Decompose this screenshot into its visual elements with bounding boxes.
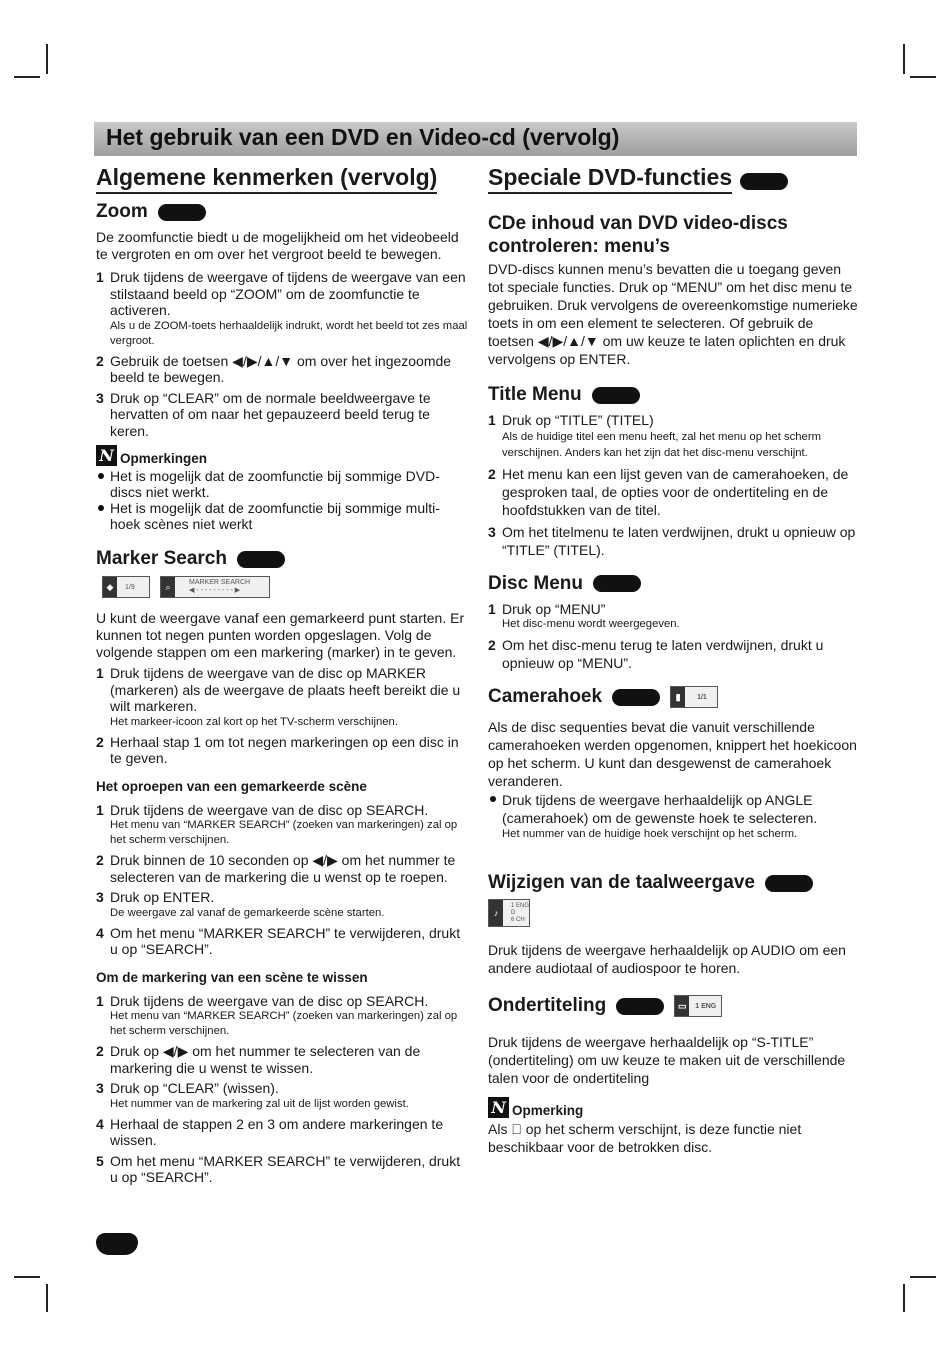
angle-osd: ▮ 1/1 — [670, 686, 718, 708]
language-text: Druk tijdens de weergave herhaaldelijk op AUDIO om een andere audiotaal of audiospoor te horen. — [488, 942, 846, 976]
list-item: 1 Druk tijdens de weergave van de disc op SEARCH. Het menu van “MARKER SEARCH” (zoeken van markeringen) zal op het scherm verschijnen. — [96, 992, 458, 1037]
zoom-steps — [96, 269, 468, 439]
list-item: 1 Druk op “TITLE” (TITEL) Als de huidige titel een menu heeft, zal het menu op het scherm verschijnen. Anders kan het zijn dat het disc-menu verschijnt. — [488, 412, 822, 459]
list-item: 1 Druk tijdens de weergave van de disc op MARKER (markeren) als de weergave de plaats heeft bereikt die u wilt markeren. Het markeer-icoon zal kort op het TV-scherm verschijnen. — [96, 665, 461, 728]
list-item: Het is mogelijk dat de zoomfunctie bij sommige DVD-discs niet werkt. — [96, 468, 468, 500]
crop-mark — [910, 1276, 936, 1278]
title-menu-heading: Title Menu — [488, 384, 860, 406]
list-item: 1 Druk op “MENU” Het disc-menu wordt weergegeven. — [488, 600, 680, 630]
dvd-badge-icon — [765, 875, 813, 892]
search-icon: ⌕ — [161, 577, 175, 597]
note-icon: N — [96, 445, 117, 466]
crop-mark — [910, 76, 936, 78]
marker-icon: ◆ — [103, 577, 117, 597]
list-item: 4 Om het menu “MARKER SEARCH” te verwijderen, drukt u op “SEARCH”. — [96, 924, 461, 957]
menus-heading: CDe inhoud van DVD video-discs controleren: menu’s — [488, 213, 788, 257]
dvd-badge-icon — [593, 575, 641, 592]
camera-bullets — [488, 791, 860, 842]
disc-menu-steps — [488, 601, 860, 673]
list-item: 5 Om het menu “MARKER SEARCH” te verwijderen, drukt u op “SEARCH”. — [96, 1152, 461, 1185]
page-number-tab — [96, 1233, 138, 1255]
right-column — [488, 164, 860, 1156]
list-item: Het is mogelijk dat de zoomfunctie bij sommige multi-hoek scènes niet werkt — [96, 500, 468, 532]
subtitle-note: Als op het scherm verschijnt, is deze functie niet beschikbaar voor de betrokken disc. — [488, 1121, 802, 1155]
marker-heading-text: Marker Search — [96, 548, 227, 569]
list-item: 2 Om het disc-menu terug te laten verdwijnen, drukt u opnieuw op “MENU”. — [488, 637, 824, 671]
subtitle-note-heading: N Opmerking — [488, 1097, 860, 1118]
list-item: Druk tijdens de weergave herhaaldelijk op ANGLE (camerahoek) om de gewenste hoek te selecteren. Het nummer van de huidige hoek verschijnt op het scherm. — [488, 791, 860, 842]
dvd-badge-icon — [237, 551, 285, 568]
marker-count-osd: ◆ 1/9 — [102, 576, 150, 598]
section-title-special: Speciale DVD-functies — [488, 164, 732, 194]
marker-search-osd: ⌕ MARKER SEARCH ◀ - - - - - - - - - ▶ — [160, 576, 270, 598]
dvd-badge-icon — [158, 204, 206, 221]
subtitle-text: Druk tijdens de weergave herhaaldelijk op “S-TITLE” (ondertiteling) om uw keuze te maken uit de verschillende talen voor de ondertiteling — [488, 1034, 846, 1086]
section-title-special-row — [488, 164, 860, 194]
marker-dashes-icon: ◀ - - - - - - - - - ▶ — [189, 587, 241, 594]
notes-heading: N Opmerkingen — [96, 445, 468, 466]
dvd-badge-icon — [740, 173, 788, 190]
subtitle-icon: ▭ — [675, 996, 689, 1016]
camera-intro: Als de disc sequenties bevat die vanuit verschillende camerahoeken werden opgenomen, knippert het hoekicoon op het scherm. U kunt dan desgewenst de camerahoek veranderen. — [488, 719, 857, 789]
left-column — [96, 164, 468, 1190]
recall-steps — [96, 802, 468, 958]
marker-intro: U kunt de weergave vanaf een gemarkeerd punt starten. Er kunnen tot negen punten worden opgeslagen. Volg de volgende stappen om een markering (marker) in te geven. — [96, 610, 465, 660]
list-item: 2 Het menu kan een lijst geven van de camerahoeken, de gesproken taal, de opties voor de ondertiteling en de hoofdstukken van de titel. — [488, 465, 849, 518]
marker-steps — [96, 665, 468, 767]
crop-mark — [903, 1284, 905, 1312]
list-item: 3 Om het titelmenu te laten verdwijnen, drukt u opnieuw op “TITLE” (TITEL). — [488, 523, 856, 558]
subtitle-osd: ▭ 1 ENG — [674, 995, 722, 1017]
camera-icon: ▮ — [671, 687, 685, 707]
list-item: 2 Druk op ◀/▶ om het nummer te selecteren van de markering die u wenst te wissen. — [96, 1043, 421, 1076]
marker-heading — [96, 548, 468, 570]
zoom-heading-text: Zoom — [96, 201, 148, 222]
list-item: 2 Druk binnen de 10 seconden op ◀/▶ om het nummer te selecteren van de markering die u wenst op te roepen. — [96, 852, 456, 885]
list-item: 3 Druk op “CLEAR” (wissen). Het nummer van de markering zal uit de lijst worden gewist. — [96, 1080, 409, 1110]
speaker-icon: ♪ — [489, 900, 503, 926]
menus-intro: DVD-discs kunnen menu’s bevatten die u toegang geven tot speciale functies. Druk op “MENU” om het disc menu te gebruiken. Druk vervolgens de overeenkomstige numerieke toets in om een element te selecteren. Of gebruik de toetsen ◀/▶/▲/▼ om uw keuze te laten oplichten en druk vervolgens op ENTER. — [488, 261, 858, 367]
list-item: 2 Gebruik de toetsen ◀/▶/▲/▼ om over het ingezoomde beeld te bewegen. — [96, 352, 452, 385]
erase-steps — [96, 993, 468, 1186]
list-item: 4 Herhaal de stappen 2 en 3 om andere markeringen te wissen. — [96, 1115, 444, 1148]
audio-osd: ♪ 1 ENG D 6 CH — [488, 899, 530, 927]
header-banner — [94, 122, 857, 156]
title-menu-steps — [488, 412, 860, 559]
note-icon: N — [488, 1097, 509, 1118]
page-title: Het gebruik van een DVD en Video-cd (vervolg) — [106, 124, 620, 150]
language-heading: Wijzigen van de taalweergave — [488, 872, 860, 894]
dvd-badge-icon — [616, 998, 664, 1015]
list-item: 3 Druk op “CLEAR” om de normale beeldweergave te hervatten of om naar het gepauzeerd beeld terug te keren. — [96, 389, 431, 439]
crop-mark — [46, 44, 48, 74]
list-item: 1 Druk tijdens de weergave van de disc op SEARCH. Het menu van “MARKER SEARCH” (zoeken van markeringen) zal op het scherm verschijnen. — [96, 801, 458, 846]
language-osd-row — [488, 899, 860, 927]
crop-mark — [46, 1284, 48, 1312]
crop-mark — [14, 1276, 40, 1278]
camera-heading: Camerahoek ▮ 1/1 — [488, 686, 860, 708]
section-title-general: Algemene kenmerken (vervolg) — [96, 164, 437, 194]
list-item: 1 Druk tijdens de weergave of tijdens de weergave van een stilstaand beeld op “ZOOM” om de zoomfunctie te activeren. Als u de ZOOM-toets herhaaldelijk indrukt, wordt het beeld tot zes maal vergroot. — [96, 269, 468, 347]
zoom-intro: De zoomfunctie biedt u de mogelijkheid om het videobeeld te vergroten en om over het vergroot beeld te bewegen. — [96, 229, 459, 262]
dvd-badge-icon — [612, 689, 660, 706]
crop-mark — [14, 76, 40, 78]
dvd-badge-icon — [592, 387, 640, 404]
marker-osd — [102, 576, 468, 598]
list-item: 2 Herhaal stap 1 om tot negen markeringen op een disc in te geven. — [96, 733, 459, 766]
crop-mark — [903, 44, 905, 74]
zoom-heading — [96, 201, 468, 223]
list-item: 3 Druk op ENTER. De weergave zal vanaf de gemarkeerde scène starten. — [96, 889, 385, 919]
erase-heading: Om de markering van een scène te wissen — [96, 969, 368, 985]
disc-menu-heading: Disc Menu — [488, 573, 860, 595]
subtitle-heading: Ondertiteling ▭ 1 ENG — [488, 995, 860, 1017]
recall-heading: Het oproepen van een gemarkeerde scène — [96, 778, 367, 794]
zoom-notes — [96, 468, 468, 532]
